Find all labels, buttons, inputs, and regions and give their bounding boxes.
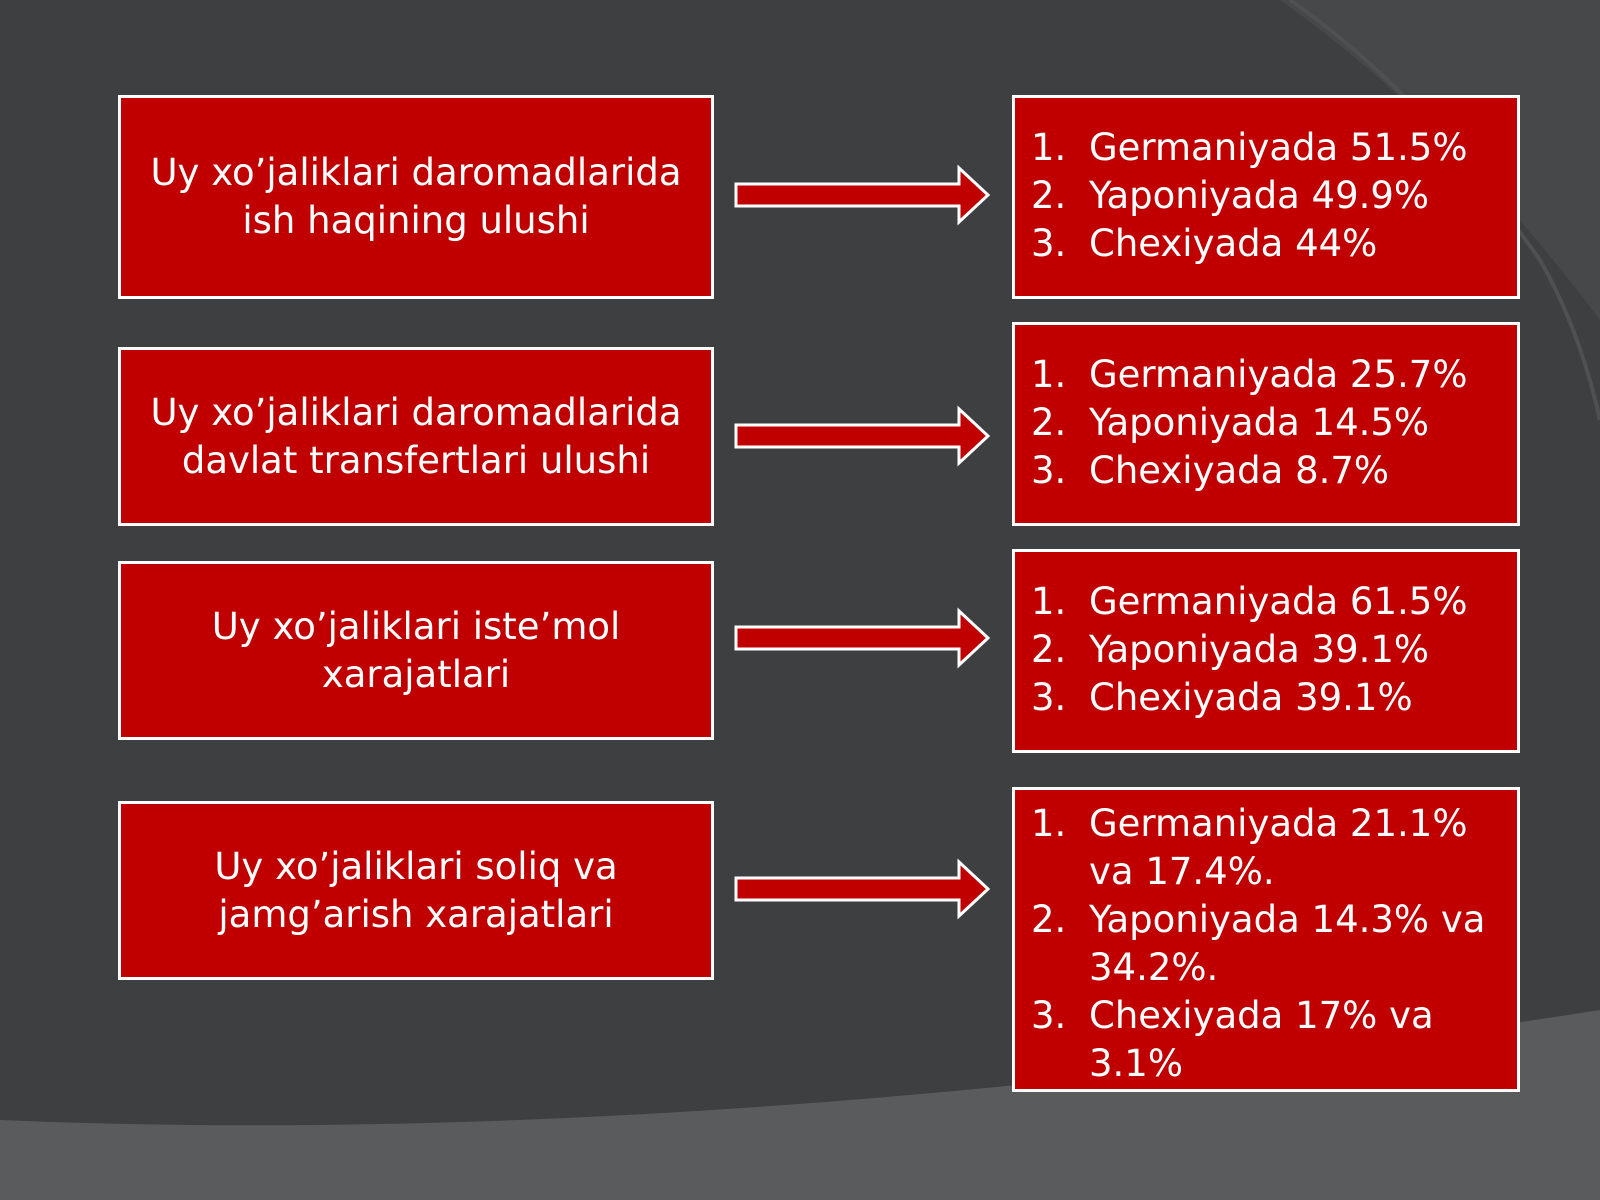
list-number: 2. [1031, 174, 1067, 217]
list-text: Chexiyada 8.7% [1089, 449, 1390, 492]
list-text: Germaniyada 51.5% [1089, 126, 1468, 169]
category-label: Uy xo’jaliklari daromadlarida ish haqining ulushi [150, 151, 682, 242]
category-label: Uy xo’jaliklari iste’mol xarajatlari [211, 604, 621, 696]
list-number: 2. [1031, 401, 1067, 444]
list-item [1031, 220, 1503, 268]
list-number: 3. [1031, 676, 1067, 719]
country-list-box [1012, 549, 1520, 753]
country-list-box [1012, 95, 1520, 299]
list-text: Yaponiyada 49.9% [1089, 174, 1430, 217]
category-label: Uy xo’jaliklari soliq va jamg’arish xarajatlari [214, 844, 618, 936]
list-text: Chexiyada 39.1% [1089, 676, 1413, 719]
list-number: 2. [1031, 628, 1067, 671]
list-text: Chexiyada 44% [1089, 222, 1378, 265]
list-item [1031, 351, 1503, 399]
category-box-tax-savings [118, 801, 714, 980]
country-list-box [1012, 787, 1520, 1092]
arrow-right-icon [733, 857, 991, 921]
list-item [1031, 626, 1503, 674]
category-box-wage-share [118, 95, 714, 299]
list-text: Yaponiyada 14.3% va 34.2%. [1089, 898, 1486, 989]
list-item [1031, 399, 1503, 447]
list-text: Germaniyada 21.1% va 17.4%. [1089, 802, 1468, 893]
list-number: 1. [1031, 580, 1067, 623]
list-item [1031, 447, 1503, 495]
category-box-transfer-share [118, 347, 714, 526]
list-number: 1. [1031, 802, 1067, 845]
category-box-consumption [118, 561, 714, 740]
arrow-right-icon [733, 606, 991, 670]
list-text: Germaniyada 25.7% [1089, 353, 1468, 396]
list-text: Yaponiyada 39.1% [1089, 628, 1430, 671]
list-number: 1. [1031, 126, 1067, 169]
list-number: 3. [1031, 994, 1067, 1037]
list-text: Germaniyada 61.5% [1089, 580, 1468, 623]
list-number: 3. [1031, 222, 1067, 265]
category-label: Uy xo’jaliklari daromadlarida davlat transfertlari ulushi [150, 390, 682, 482]
list-item [1031, 578, 1503, 626]
list-item [1031, 124, 1503, 172]
list-number: 1. [1031, 353, 1067, 396]
list-number: 3. [1031, 449, 1067, 492]
arrow-right-icon [733, 163, 991, 227]
list-text: Chexiyada 17% va 3.1% [1089, 994, 1434, 1085]
list-item [1031, 674, 1503, 722]
country-list-box [1012, 322, 1520, 526]
list-number: 2. [1031, 898, 1067, 941]
list-item [1031, 800, 1503, 896]
list-item [1031, 896, 1503, 992]
list-item [1031, 172, 1503, 220]
list-item [1031, 992, 1503, 1088]
arrow-right-icon [733, 404, 991, 468]
list-text: Yaponiyada 14.5% [1089, 401, 1430, 444]
